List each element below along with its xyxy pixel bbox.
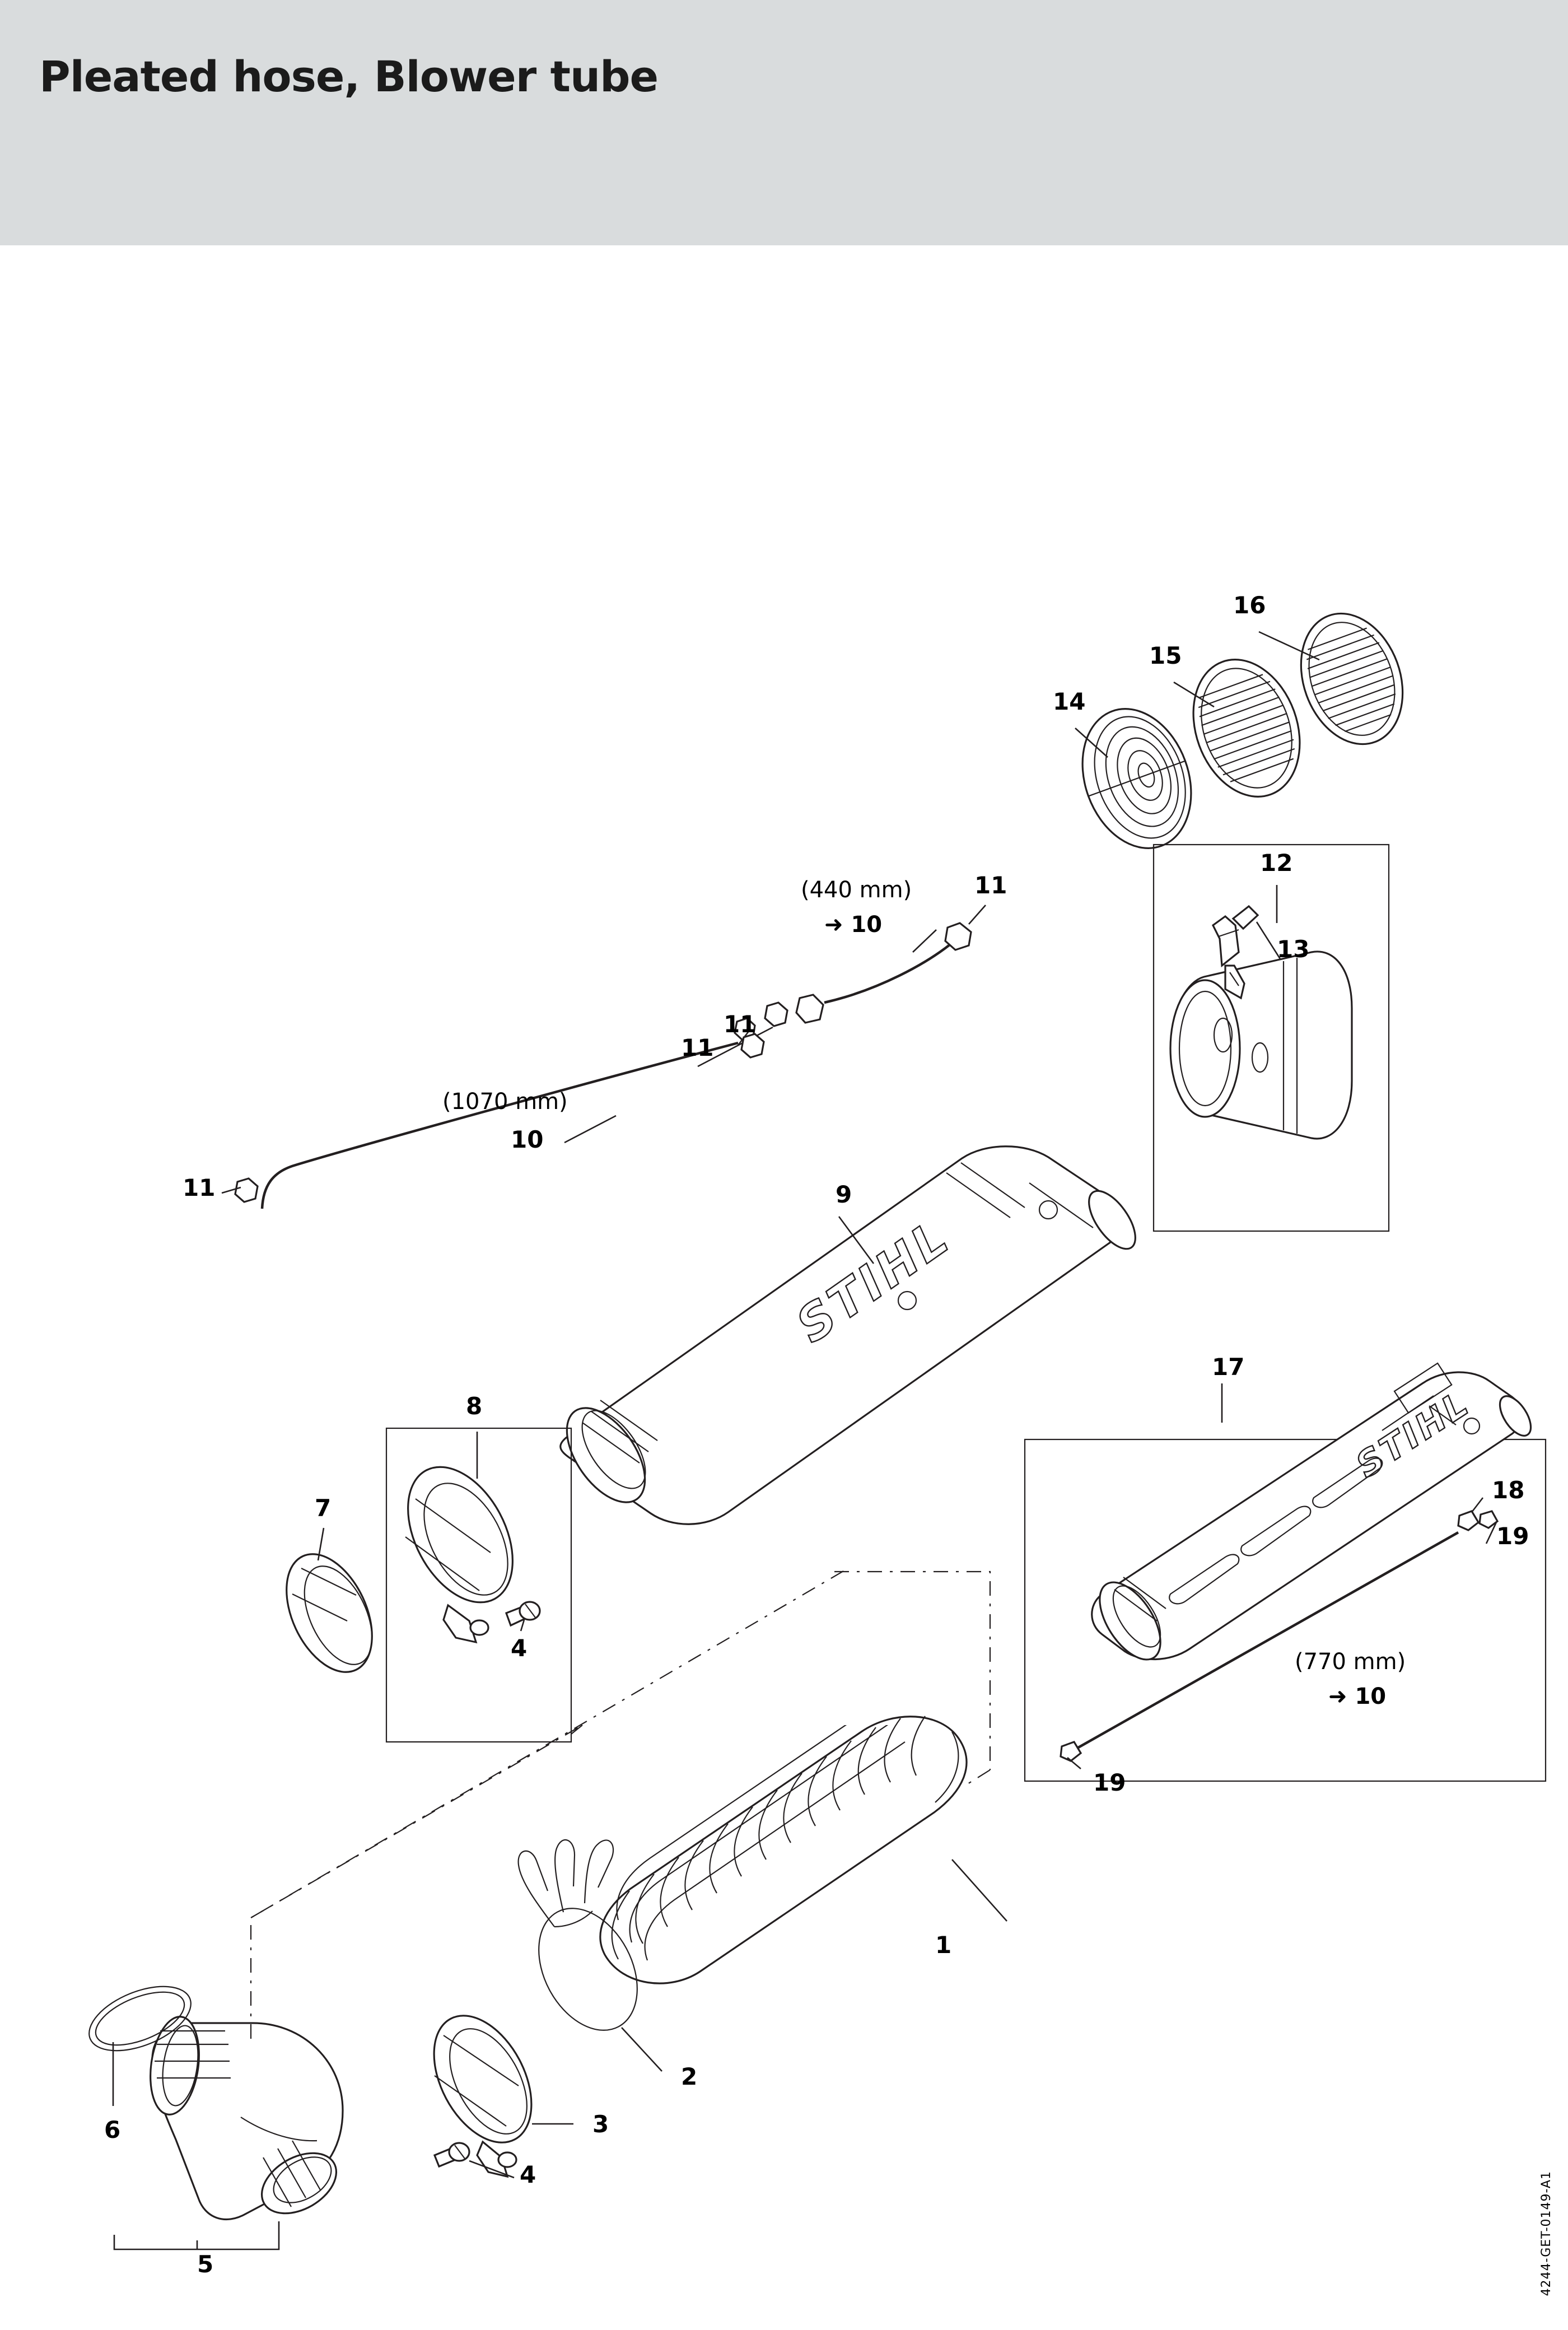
- callout-18: 18: [1492, 1476, 1525, 1504]
- callout-11-d: 11: [974, 872, 1007, 899]
- part-15-grille: [1175, 645, 1318, 812]
- part-19-nut-b: [1061, 1742, 1081, 1761]
- part-11-washer-a: [765, 1003, 787, 1026]
- part-16-grille: [1284, 599, 1420, 758]
- callout-10-1070: 10: [511, 1126, 544, 1153]
- callout-12: 12: [1260, 849, 1293, 877]
- drawing-code: 4244-GET-0149-A1: [1539, 2171, 1553, 2296]
- dim-440-ref: ➜ 10: [824, 912, 883, 938]
- callout-6: 6: [104, 2116, 121, 2143]
- callout-13: 13: [1277, 935, 1310, 963]
- callout-9: 9: [836, 1181, 852, 1208]
- callout-4-upper: 4: [511, 1634, 528, 1662]
- dim-770-ref: ➜ 10: [1328, 1684, 1387, 1709]
- part-7-ring: [269, 1541, 389, 1686]
- part-3-clamp-ring: [414, 2000, 551, 2177]
- dim-1070: (1070 mm): [442, 1089, 568, 1115]
- dim-770: (770 mm): [1295, 1649, 1406, 1675]
- callout-19-a: 19: [1496, 1522, 1529, 1550]
- callout-11-c: 11: [724, 1010, 757, 1038]
- part-12-collar: [1170, 906, 1352, 1139]
- callout-15: 15: [1149, 642, 1182, 669]
- part-4-screw-a: [435, 2143, 469, 2166]
- part-10-rod-440: [735, 923, 971, 1040]
- callout-16: 16: [1233, 591, 1266, 619]
- part-1-pleated-hose: [600, 1704, 967, 1983]
- callout-1: 1: [935, 1931, 952, 1959]
- part-11-nut-c: [235, 1178, 258, 1202]
- page-title: Pleated hose, Blower tube: [39, 52, 659, 101]
- part-11-nut-a: [796, 995, 823, 1023]
- part-5-elbow: [144, 2014, 347, 2226]
- svg-text:STIHL: STIHL: [1348, 1382, 1478, 1486]
- callout-3: 3: [592, 2110, 609, 2138]
- callout-19-b: 19: [1093, 1769, 1126, 1796]
- callout-17: 17: [1212, 1353, 1245, 1381]
- dim-440: (440 mm): [801, 877, 912, 903]
- callout-7: 7: [315, 1494, 332, 1522]
- callout-4-lower: 4: [520, 2161, 536, 2188]
- callout-5: 5: [197, 2250, 214, 2278]
- svg-text:STIHL: STIHL: [786, 1208, 961, 1354]
- part-18-nut: [1458, 1511, 1478, 1530]
- callout-11-b: 11: [681, 1034, 714, 1061]
- callout-2: 2: [681, 2063, 698, 2090]
- callout-11-a: 11: [183, 1174, 216, 1201]
- part-14-screen: [1064, 693, 1210, 863]
- callout-14: 14: [1053, 688, 1086, 715]
- callout-8: 8: [466, 1392, 483, 1420]
